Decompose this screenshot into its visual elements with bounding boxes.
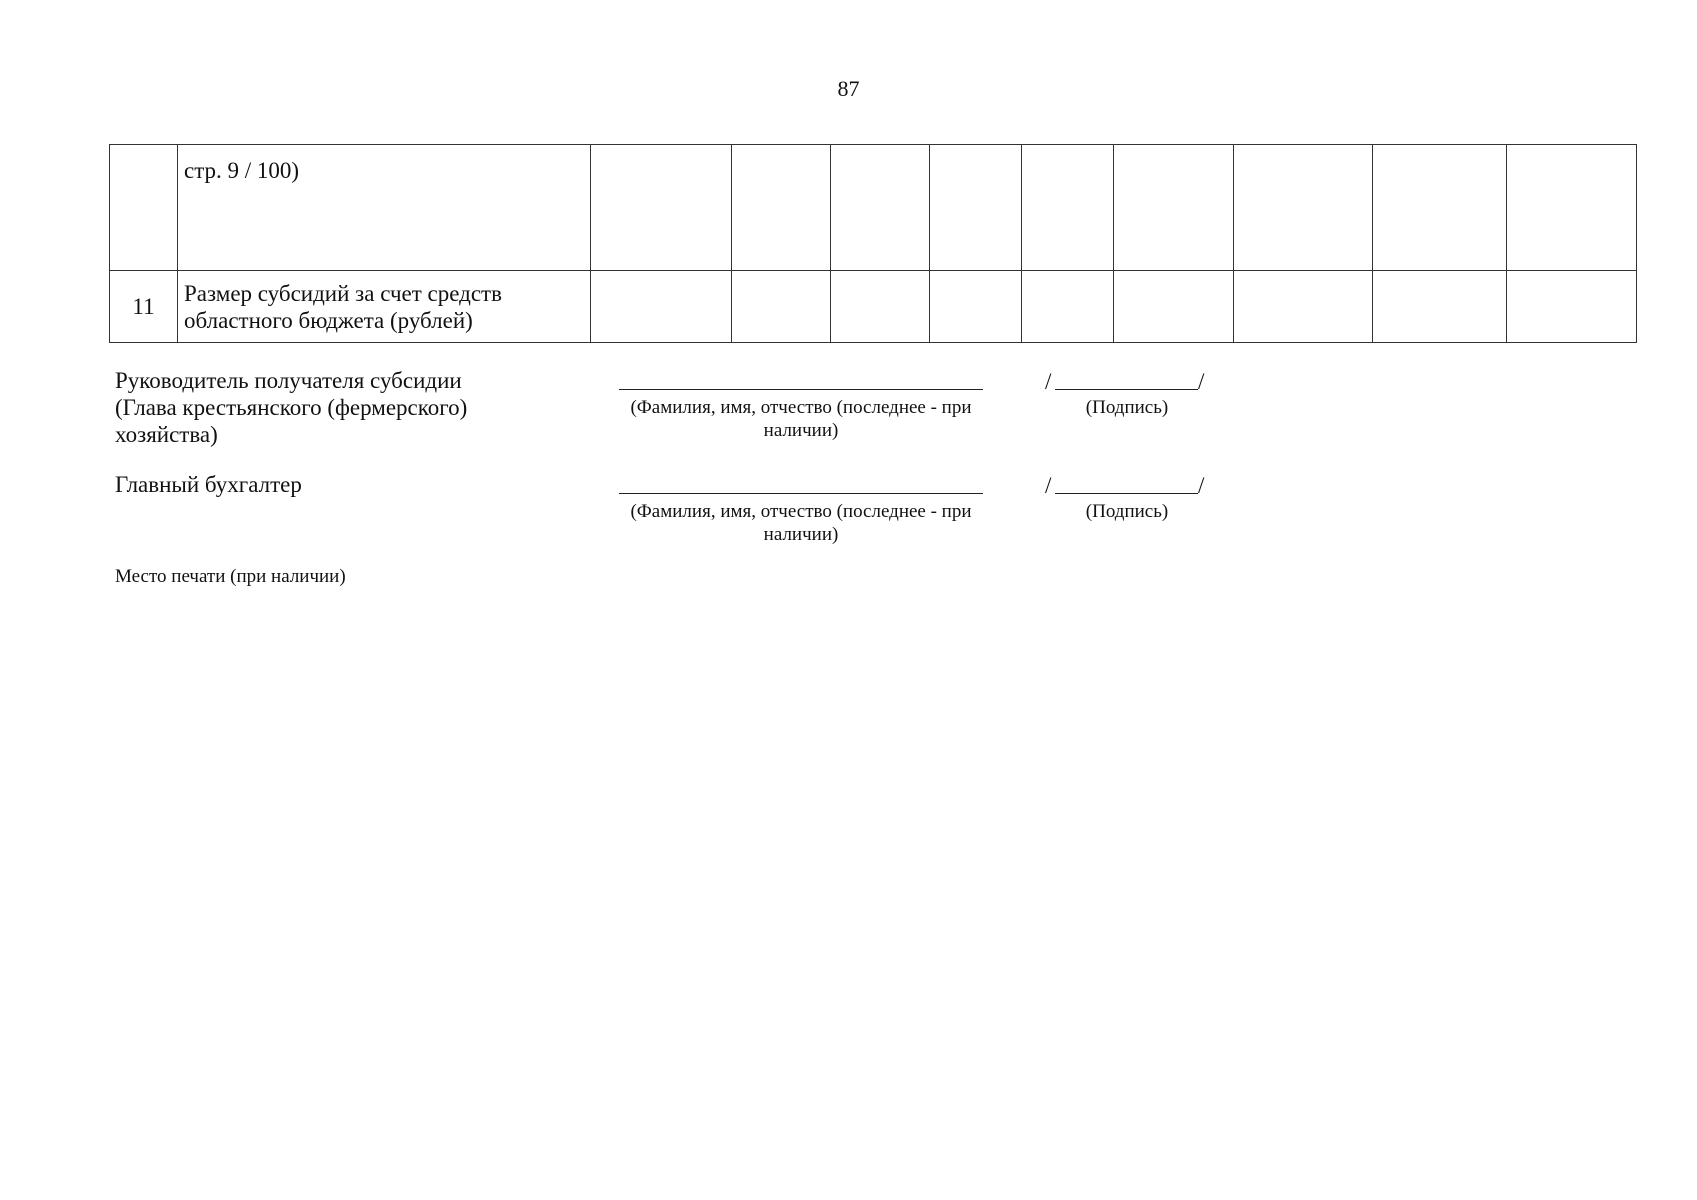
head-name-caption [614, 396, 988, 442]
accountant-name-line [619, 493, 983, 494]
head-name-line [619, 389, 983, 390]
value-cell [591, 271, 732, 343]
caption-line: наличии) [763, 420, 839, 441]
value-cell [732, 145, 831, 271]
value-cell [591, 145, 732, 271]
caption-line: (Фамилия, имя, отчество (последнее - при [630, 397, 972, 418]
slash-left: / [1045, 473, 1052, 498]
row-description-cell: Размер субсидий за счет средств областного бюджета (рублей) [178, 271, 591, 343]
table-row [110, 271, 1637, 343]
slash-right: / [1198, 369, 1205, 394]
accountant-signature-line [1055, 493, 1198, 494]
head-label-line: (Глава крестьянского (фермерского) [115, 395, 468, 420]
value-cell [1507, 271, 1637, 343]
value-cell [1114, 145, 1234, 271]
value-cell [1507, 145, 1637, 271]
accountant-label: Главный бухгалтер [115, 472, 302, 497]
row-number-cell [110, 145, 178, 271]
value-cell [1373, 145, 1507, 271]
value-cell [732, 271, 831, 343]
head-signature-caption: (Подпись) [1085, 397, 1169, 418]
value-cell [831, 271, 930, 343]
value-cell [930, 145, 1022, 271]
accountant-signature-caption: (Подпись) [1085, 501, 1169, 522]
value-cell [930, 271, 1022, 343]
accountant-name-caption [614, 500, 988, 546]
value-cell [1234, 271, 1373, 343]
head-label-line: хозяйства) [115, 422, 218, 447]
head-label-line: Руководитель получателя субсидии [115, 368, 462, 393]
page-number: 87 [837, 76, 860, 101]
head-signatory-label [115, 367, 467, 448]
value-cell [1022, 145, 1114, 271]
caption-line: наличии) [763, 524, 839, 545]
caption-line: (Фамилия, имя, отчество (последнее - при [630, 501, 972, 522]
subsidy-table [109, 144, 1637, 343]
value-cell [1114, 271, 1234, 343]
value-cell [1234, 145, 1373, 271]
row-description-cell: стр. 9 / 100) [178, 145, 591, 271]
value-cell [831, 145, 930, 271]
slash-left: / [1045, 369, 1052, 394]
stamp-place-note: Место печати (при наличии) [115, 566, 346, 587]
value-cell [1373, 271, 1507, 343]
value-cell [1022, 271, 1114, 343]
table-row [110, 145, 1637, 271]
row-number-cell: 11 [110, 271, 178, 343]
head-signature-line [1055, 389, 1198, 390]
slash-right: / [1198, 473, 1205, 498]
